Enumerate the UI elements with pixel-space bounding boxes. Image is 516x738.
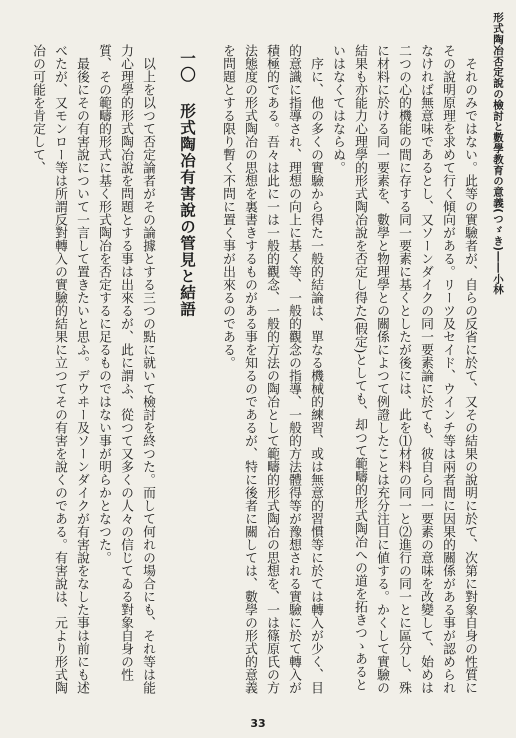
section-title: 形式陶冶有害說の管見と結語 (178, 103, 196, 318)
page-number: 33 (250, 717, 266, 730)
paragraph: 以上を以つて否定論者がその論據とする三つの點に就いて檢討を終つた。而して何れの場合にも、それ等は能力心理學的形式陶冶說を問題とする事は出來るが、此に謂ふ、從つて又多くの人々の信じてゐる對象自身の性質、その範疇的形式に基く形式陶冶を否定するに足るものではない事が明らかとなつた。 (96, 44, 155, 694)
paragraph: それのみではない。此等の實驗者が、自らの反省に於て、又その結果の說明に於て、次第に對象自身の性質にその說明原理を求めて行く傾向がある。リーツ及セイド、ウインチ等は兩者間に因果的關係がある事が認められなければ無意味であるとし、又ソーンダイクの同一要素論に於ても、彼自ら同一要素の意味を改變して、始めは二つの心的機能の間に存する同一要素に基くとしたが後には、此を⑴材料の同一と⑵進行の同一とに區分し、殊に材料に於ける同一要素を、數學と物理學との關係によつて例證したことは充分注目に値する。かくして實驗の結果も亦能力心理學的形式陶冶說を否定し得た(假定)としても、却つて範疇的形式陶冶への道を拓きつゝあるといはなくてはならぬ。 (330, 44, 477, 694)
paragraph: 最後にその有害說について一言して置きたいと思ふ。デウヰー及ソーンダイクが有害說をなした事は前にも述べたが、又モンロー等は所謂反對轉入の實驗的結果に立つてその有害を說くのである。有害說は、元より形式陶冶の可能を肯定して、 (30, 44, 89, 694)
section-heading (176, 44, 198, 702)
paragraph: 序に、他の多くの實驗から得た一般的結論は、單なる機械的練習、或は無意的習慣等に於ては轉入が少く、目的意識に指導され、理想の向上に基く等、一般的觀念の指導、一般的方法體得等が豫想される實驗に於て轉入が積極的である。吾々は此に一は一般的觀念、一般的方法の陶冶として範疇的形式陶冶の思想を、一は篠原氏の方法態度の形式陶冶の思想を裏書きするものがある事を知るのであるが、特に後者に關しては、數學の形式的意義を問題とする限り暫く不問に置く事が出來るのである。 (220, 44, 323, 694)
section-number: 一〇 (178, 50, 196, 83)
running-head: 形式陶冶否定說の檢討と數學教育の意義(つゞき)――小林 (492, 12, 504, 295)
body-text (26, 44, 480, 702)
